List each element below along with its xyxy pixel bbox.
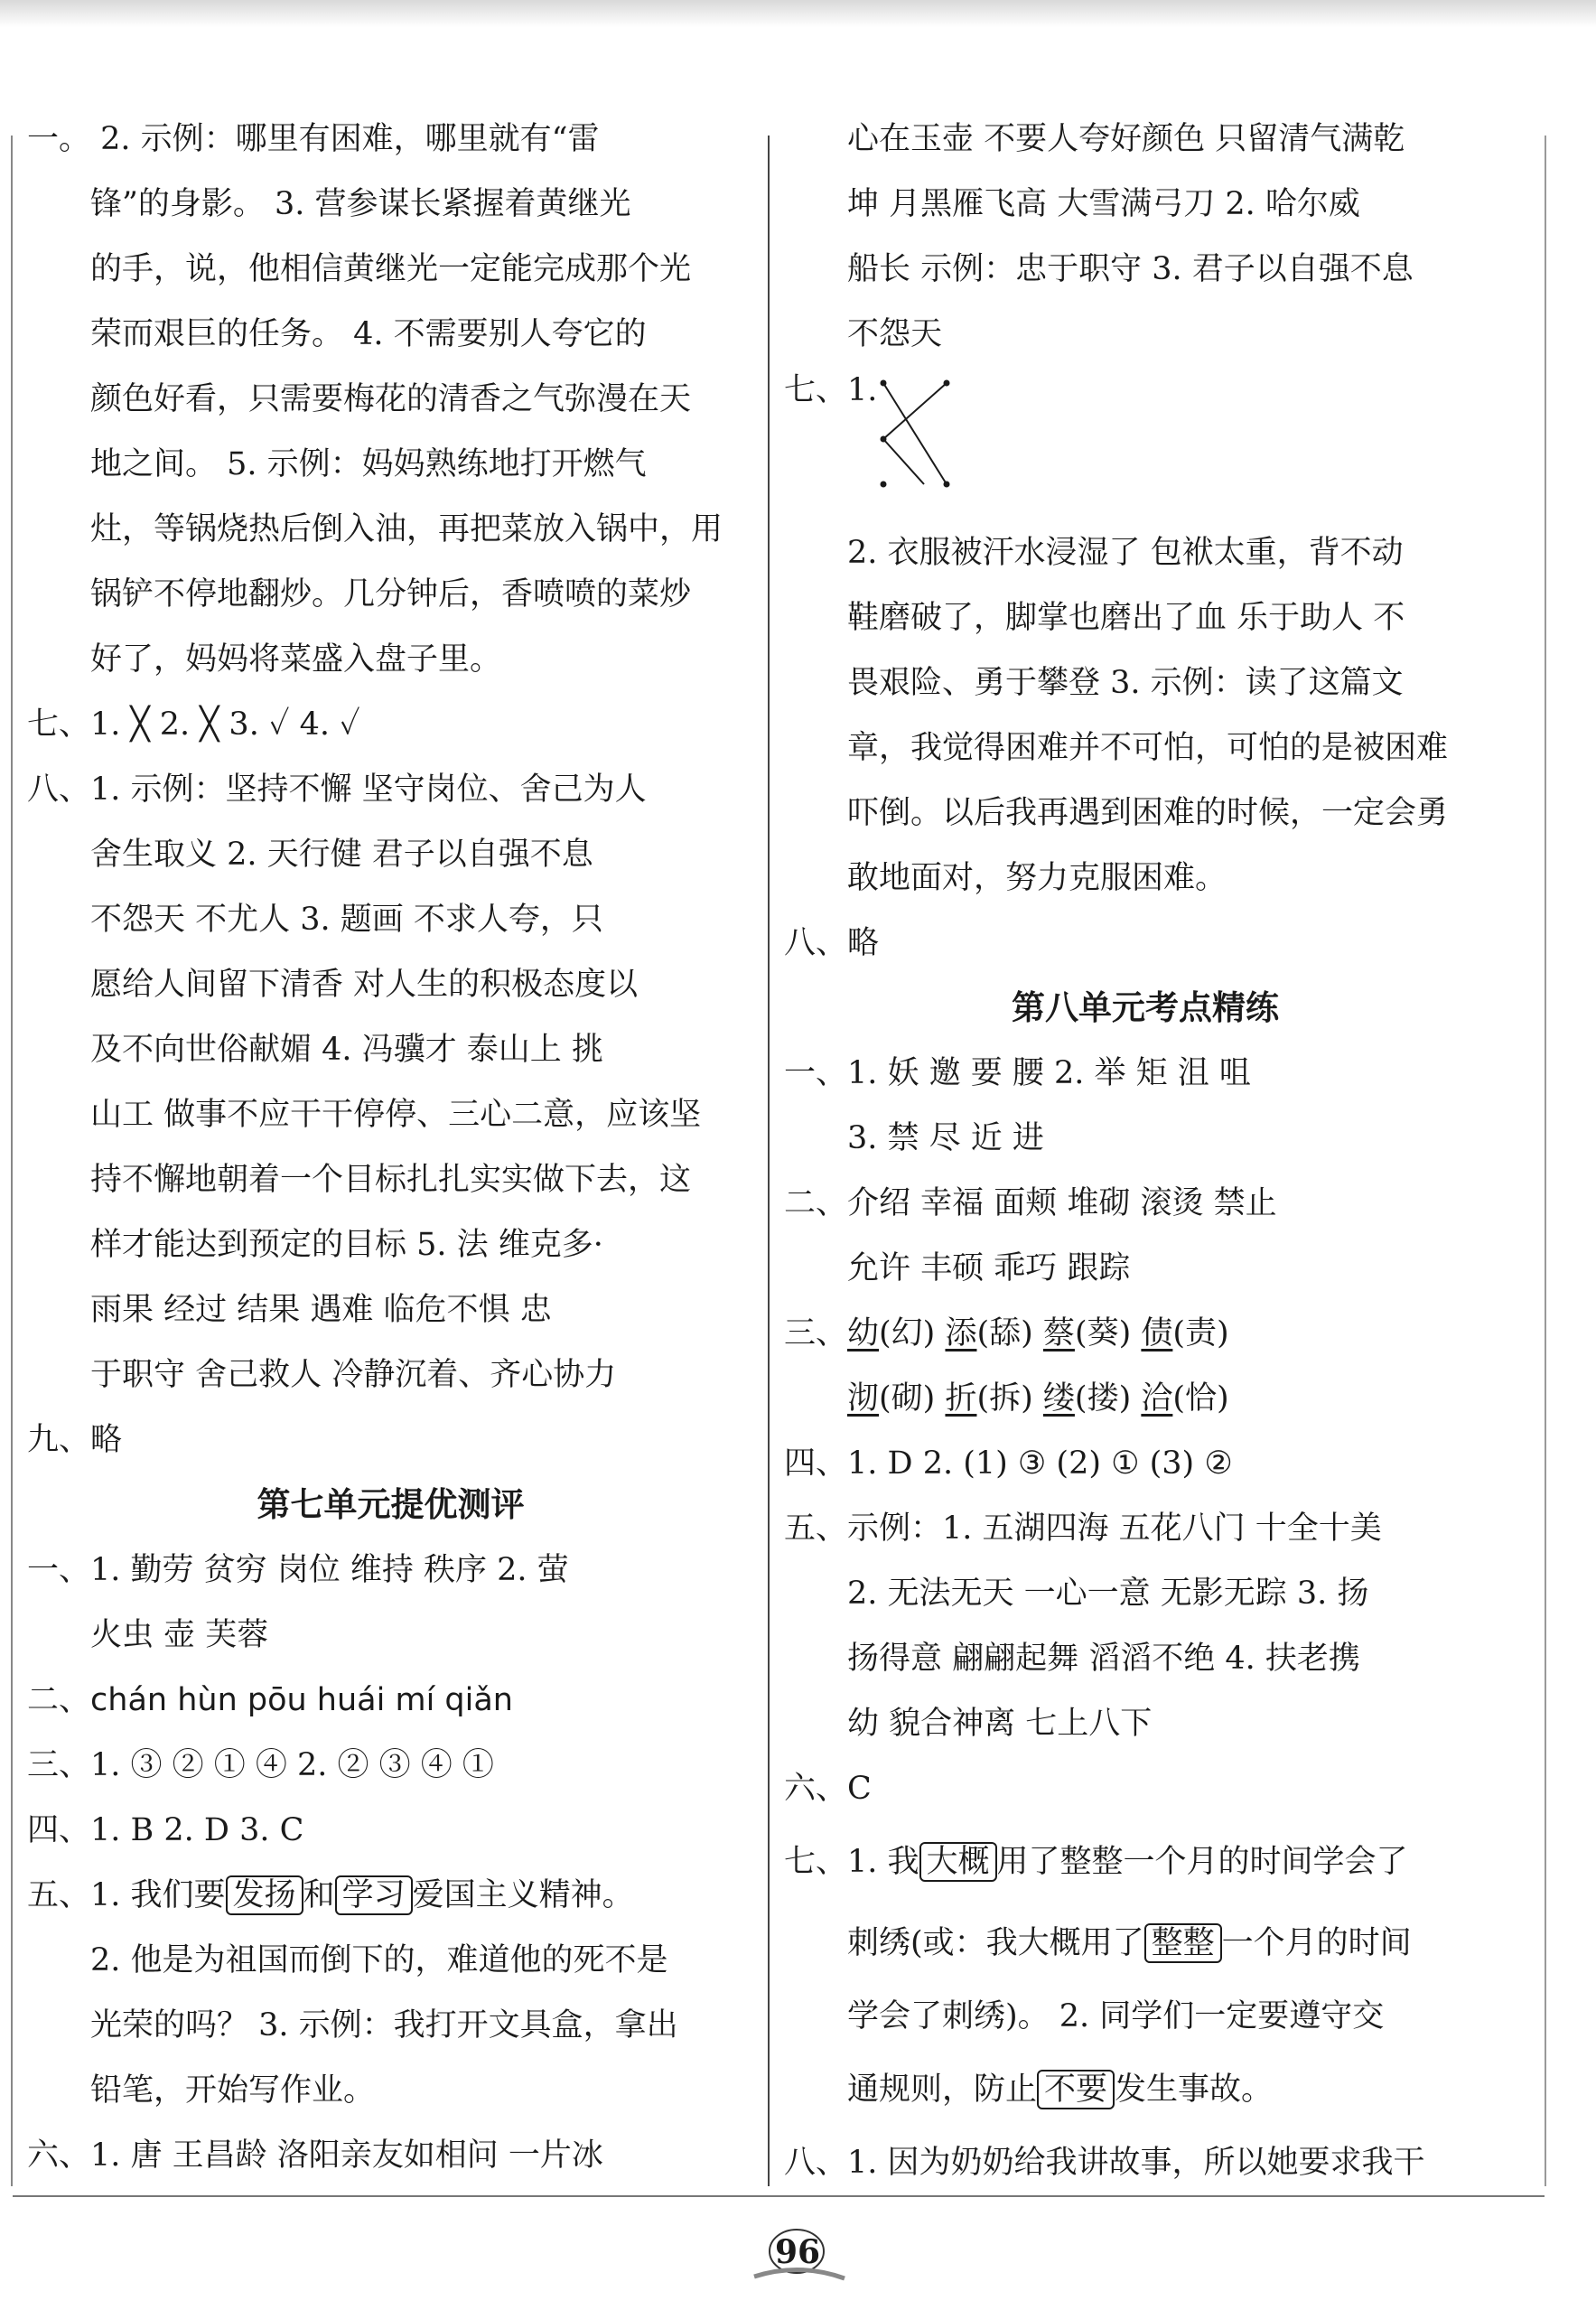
q3-correct-char: (砌) xyxy=(879,1380,946,1417)
answer-line: 颜色好看，只需要梅花的清香之气弥漫在天 xyxy=(90,381,692,417)
answer-line: 鞋磨破了，脚掌也磨出了血 乐于助人 不 xyxy=(847,600,1405,636)
answer-line: 锅铲不停地翻炒。几分钟后，香喷喷的菜炒 xyxy=(90,576,692,613)
left-margin-line xyxy=(11,136,13,2186)
matching-lines-graphic xyxy=(874,376,956,502)
answer-line: 2. 衣服被汗水浸湿了 包袱太重，背不动 xyxy=(847,535,1404,571)
column-divider xyxy=(768,136,770,2186)
answer-line: 2. 无法无天 一心一意 无影无踪 3. 扬 xyxy=(847,1576,1369,1612)
q5-box-2: 学习 xyxy=(335,1875,413,1915)
q3-prefix: 三、 xyxy=(784,1315,848,1351)
answer-line: 雨果 经过 结果 遇难 临危不惧 忠 xyxy=(90,1292,552,1328)
q7a-prefix: 七、1. 我 xyxy=(784,1844,919,1880)
q3-row-2 xyxy=(784,1366,1507,1431)
q3-wrong-char: 添 xyxy=(945,1315,977,1351)
answer-line: 地之间。 5. 示例：妈妈熟练地打开燃气 xyxy=(90,446,647,482)
answer-line: 八、1. 示例：坚持不懈 坚守岗位、舍己为人 xyxy=(27,772,647,808)
answer-line: 舍生取义 2. 天行健 君子以自强不息 xyxy=(90,837,593,873)
q7b-suffix: 一个月的时间 xyxy=(1221,1925,1412,1961)
answer-line: 四、1. D 2. (1) ③ (2) ① (3) ② xyxy=(784,1445,1233,1482)
bottom-rule xyxy=(13,2195,1545,2197)
answer-line: 二、介绍 幸福 面颊 堆砌 滚烫 禁止 xyxy=(784,1185,1277,1221)
q3-correct-char: (舔) xyxy=(976,1315,1043,1351)
answer-line: 幼 貌合神离 七上八下 xyxy=(847,1706,1153,1742)
answer-line: 锋”的身影。 3. 营参谋长紧握着黄继光 xyxy=(90,186,631,222)
answer-line: 荣而艰巨的任务。 4. 不需要别人夸它的 xyxy=(90,316,647,352)
q3-correct-char: (拆) xyxy=(976,1380,1043,1417)
answer-line: 不怨天 xyxy=(847,316,943,352)
answer-line: 允许 丰硕 乖巧 跟踪 xyxy=(847,1250,1131,1286)
answer-line: 光荣的吗？ 3. 示例：我打开文具盒，拿出 xyxy=(90,2007,678,2043)
answer-line: 一、1. 勤劳 贫穷 岗位 维持 秩序 2. 萤 xyxy=(27,1552,569,1588)
answer-line: 扬得意 翩翩起舞 滔滔不绝 4. 扶老携 xyxy=(847,1641,1360,1677)
q8-line: 八、1. 因为奶奶给我讲故事，所以她要求我干 xyxy=(784,2145,1425,2181)
section-heading-unit7: 第七单元提优测评 xyxy=(257,1485,525,1524)
answer-line: 于职守 舍己救人 冷静沉着、齐心协力 xyxy=(90,1357,617,1393)
answer-line: 四、1. B 2. D 3. C xyxy=(27,1812,304,1848)
q5-box-1: 发扬 xyxy=(226,1875,303,1915)
answer-line: 一。 2. 示例：哪里有困难，哪里就有“雷 xyxy=(27,121,600,157)
answer-line: 船长 示例：忠于职守 3. 君子以自强不息 xyxy=(847,251,1414,287)
answer-line: 六、C xyxy=(784,1771,872,1807)
left-column xyxy=(27,107,754,2188)
answer-line: 章，我觉得困难并不可怕，可怕的是被困难 xyxy=(847,730,1449,766)
answer-line: 山工 做事不应干干停停、三心二意，应该坚 xyxy=(90,1097,702,1133)
answer-line: 三、1. ③ ② ① ④ 2. ② ③ ④ ① xyxy=(27,1747,494,1783)
left-answer-block-4 xyxy=(27,1928,754,2188)
q7b-box: 整整 xyxy=(1144,1923,1222,1963)
q7b-prefix: 刺绣(或：我大概用了 xyxy=(847,1925,1144,1961)
answer-line: 吓倒。以后我再遇到困难的时候，一定会勇 xyxy=(847,795,1449,831)
answer-line: 3. 禁 尽 近 进 xyxy=(847,1120,1044,1156)
matching-diagram xyxy=(784,367,1507,520)
page-top-shadow xyxy=(0,0,1596,27)
q3-correct-char: (幻) xyxy=(879,1315,946,1351)
left-answer-block-2 xyxy=(27,1538,754,1668)
q7d-suffix: 发生事故。 xyxy=(1115,2072,1274,2108)
pinyin-text: chán hùn pōu huái mí qiǎn xyxy=(90,1682,513,1718)
q3-wrong-char: 蔡 xyxy=(1042,1315,1075,1351)
answer-line: 一、1. 妖 邀 要 腰 2. 举 矩 沮 咀 xyxy=(784,1055,1251,1091)
q3-correct-char: (搂) xyxy=(1074,1380,1142,1417)
q3-wrong-char: 洽 xyxy=(1141,1380,1173,1417)
q7-label: 七、1. xyxy=(784,372,878,408)
answer-line: 畏艰险、勇于攀登 3. 示例：读了这篇文 xyxy=(847,665,1404,701)
answer-line: 的手，说，他相信黄继光一定能完成那个光 xyxy=(90,251,692,287)
answer-line: 及不向世俗献媚 4. 冯骥才 泰山上 挑 xyxy=(90,1032,603,1068)
answer-line: 坤 月黑雁飞高 大雪满弓刀 2. 哈尔威 xyxy=(847,186,1360,222)
q3-wrong-char: 沏 xyxy=(847,1380,880,1417)
answer-line: 2. 他是为祖国而倒下的，难道他的死不是 xyxy=(90,1942,668,1978)
answer-line: 灶，等锅烧热后倒入油，再把菜放入锅中，用 xyxy=(90,511,723,547)
q7d-prefix: 通规则，防止 xyxy=(847,2072,1038,2108)
q3-correct-char: (责) xyxy=(1172,1315,1229,1351)
answer-line: 不怨天 不尤人 3. 题画 不求人夸，只 xyxy=(90,902,603,938)
right-answer-block-4 xyxy=(784,1431,1507,1821)
answer-line: 六、1. 唐 王昌龄 洛阳亲友如相问 一片冰 xyxy=(27,2137,603,2174)
q7-sentence-c: 学会了刺绣)。 2. 同学们一定要遵守交 xyxy=(847,1998,1385,2034)
answer-line: 愿给人间留下清香 对人生的积极态度以 xyxy=(90,967,639,1003)
q5-sentence-line xyxy=(27,1863,754,1928)
right-column xyxy=(784,107,1507,2195)
q3-wrong-char: 幼 xyxy=(847,1315,880,1351)
left-answer-block-1 xyxy=(27,107,754,1473)
pinyin-prefix: 二、 xyxy=(27,1682,91,1718)
answer-line: 样才能达到预定的目标 5. 法 维克多· xyxy=(90,1227,603,1263)
right-margin-line xyxy=(1545,136,1546,2186)
q3-wrong-char: 折 xyxy=(945,1380,977,1417)
right-answer-block-3 xyxy=(784,1041,1507,1301)
answer-line: 八、略 xyxy=(784,925,880,961)
section-heading-unit8: 第八单元考点精练 xyxy=(1012,988,1279,1027)
left-answer-block-3 xyxy=(27,1733,754,1863)
answer-line: 七、1. ╳ 2. ╳ 3. ✓ 4. ✓ xyxy=(27,706,360,743)
pinyin-answer-line xyxy=(27,1668,754,1733)
answer-line: 五、示例：1. 五湖四海 五花八门 十全十美 xyxy=(784,1510,1382,1547)
answer-line: 九、略 xyxy=(27,1422,123,1458)
q5-mid: 和 xyxy=(303,1877,335,1913)
answer-line: 持不懈地朝着一个目标扎扎实实做下去，这 xyxy=(90,1162,692,1198)
q7-sentence-a xyxy=(784,1821,1507,1903)
page-number: 96 xyxy=(774,2233,821,2271)
q7a-suffix: 用了整整一个月的时间学会了 xyxy=(996,1844,1408,1880)
q3-correct-char: (恰) xyxy=(1172,1380,1229,1417)
q3-wrong-char: 缕 xyxy=(1042,1380,1075,1417)
answer-line: 好了，妈妈将菜盛入盘子里。 xyxy=(90,641,502,678)
answer-line: 铅笔，开始写作业。 xyxy=(90,2072,376,2109)
right-answer-block-1 xyxy=(784,107,1507,367)
q3-wrong-char: 债 xyxy=(1141,1315,1173,1351)
answer-line: 火虫 壶 芙蓉 xyxy=(90,1617,269,1653)
q3-row-1 xyxy=(784,1301,1507,1366)
q5-suffix: 爱国主义精神。 xyxy=(412,1877,634,1913)
q7d-box: 不要 xyxy=(1037,2070,1115,2109)
right-answer-block-2 xyxy=(784,520,1507,976)
q3-correct-char: (葵) xyxy=(1074,1315,1142,1351)
q5-prefix: 五、1. 我们要 xyxy=(27,1877,226,1913)
q7a-box: 大概 xyxy=(919,1842,997,1882)
q7-sentence-b xyxy=(784,1903,1507,1984)
answer-line: 敢地面对，努力克服困难。 xyxy=(847,860,1227,896)
answer-line: 心在玉壶 不要人夸好颜色 只留清气满乾 xyxy=(847,121,1405,157)
q7-sentence-d xyxy=(784,2049,1507,2130)
